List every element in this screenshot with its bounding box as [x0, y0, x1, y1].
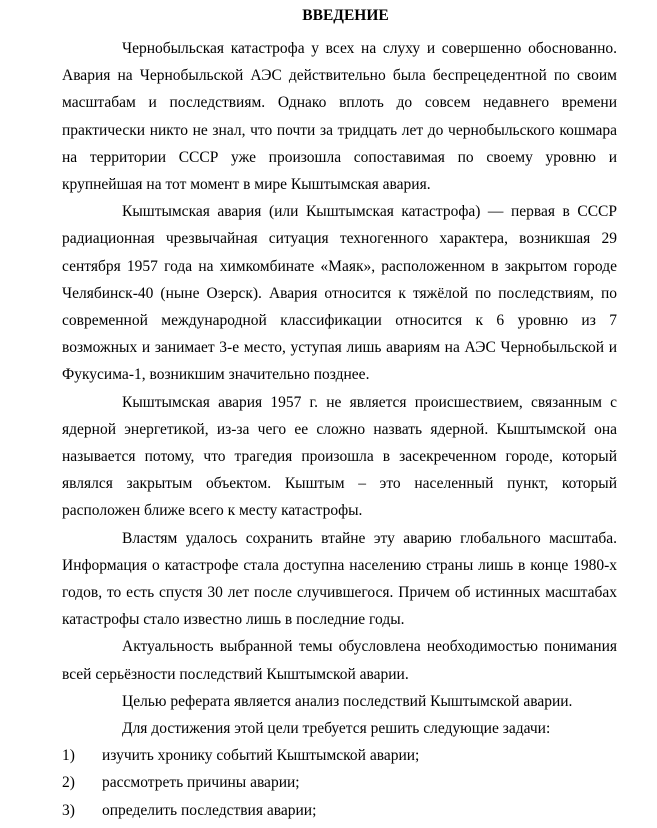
tasks-list — [62, 742, 617, 824]
paragraph-intro: Чернобыльская катастрофа у всех на слуху и совершенно обоснованно. Авария на Чернобыльской АЭС действительно была беспрецедентной по своим масштабам и последствиям. Однако вплоть до совсем недавнего времени практически никто не знал, что почти за тридцать лет до чернобыльского кошмара на территории СССР уже произошла сопоставимая по своему уровню и крупнейшая на тот момент в мире Кыштымская авария. — [62, 40, 617, 194]
list-item — [62, 797, 617, 824]
list-item — [62, 769, 617, 796]
paragraph-kyshtym-naming: Кыштымская авария 1957 г. не является происшествием, связанным с ядерной энергетикой, из-за чего ее сложно назвать ядерной. Кыштымской она называется потому, что трагедия произошла в засекреченном городе, который являлся закрытым объектом. Кыштым – это населенный пункт, который расположен ближе всего к месту катастрофы. — [62, 393, 617, 520]
list-item-text: определить последствия аварии; — [102, 801, 317, 819]
list-item-text: рассмотреть причины аварии; — [102, 774, 300, 792]
paragraph-tasks-intro: Для достижения этой цели требуется решить следующие задачи: — [122, 720, 551, 738]
list-item-number: 3) — [62, 801, 75, 819]
list-item-number: 2) — [62, 774, 75, 792]
list-item-number: 1) — [62, 747, 75, 765]
page-title: ВВЕДЕНИЕ — [302, 7, 389, 24]
paragraph-relevance: Актуальность выбранной темы обусловлена необходимостью понимания всей серьёзности последствий Кыштымской аварии. — [62, 638, 617, 683]
list-item-text: изучить хронику событий Кыштымской аварии; — [102, 747, 420, 765]
paragraph-kyshtym-definition: Кыштымская авария (или Кыштымская катастрофа) — первая в СССР радиационная чрезвычайная ситуация техногенного характера, возникшая 29 сентября 1957 года на химкомбинате «Маяк», расположенном в закрытом городе Челябинск-40 (ныне Озерск). Авария относится к тяжёлой по последствиям, по современной международной классификации относится к 6 уровню из 7 возможных и занимает 3-е место, уступая лишь авариям на АЭС Чернобыльской и Фукусима-1, возникшим значительно позднее. — [62, 203, 617, 384]
paragraph-goal: Целью реферата является анализ последствий Кыштымской аварии. — [122, 692, 573, 710]
paragraph-secrecy: Властям удалось сохранить втайне эту аварию глобального масштаба. Информация о катастрофе стала доступна населению страны лишь в конце 1980-х годов, то есть спустя 30 лет после случившегося. Причем об истинных масштабах катастрофы стало известно лишь в последние годы. — [62, 529, 617, 629]
list-item — [62, 742, 617, 769]
